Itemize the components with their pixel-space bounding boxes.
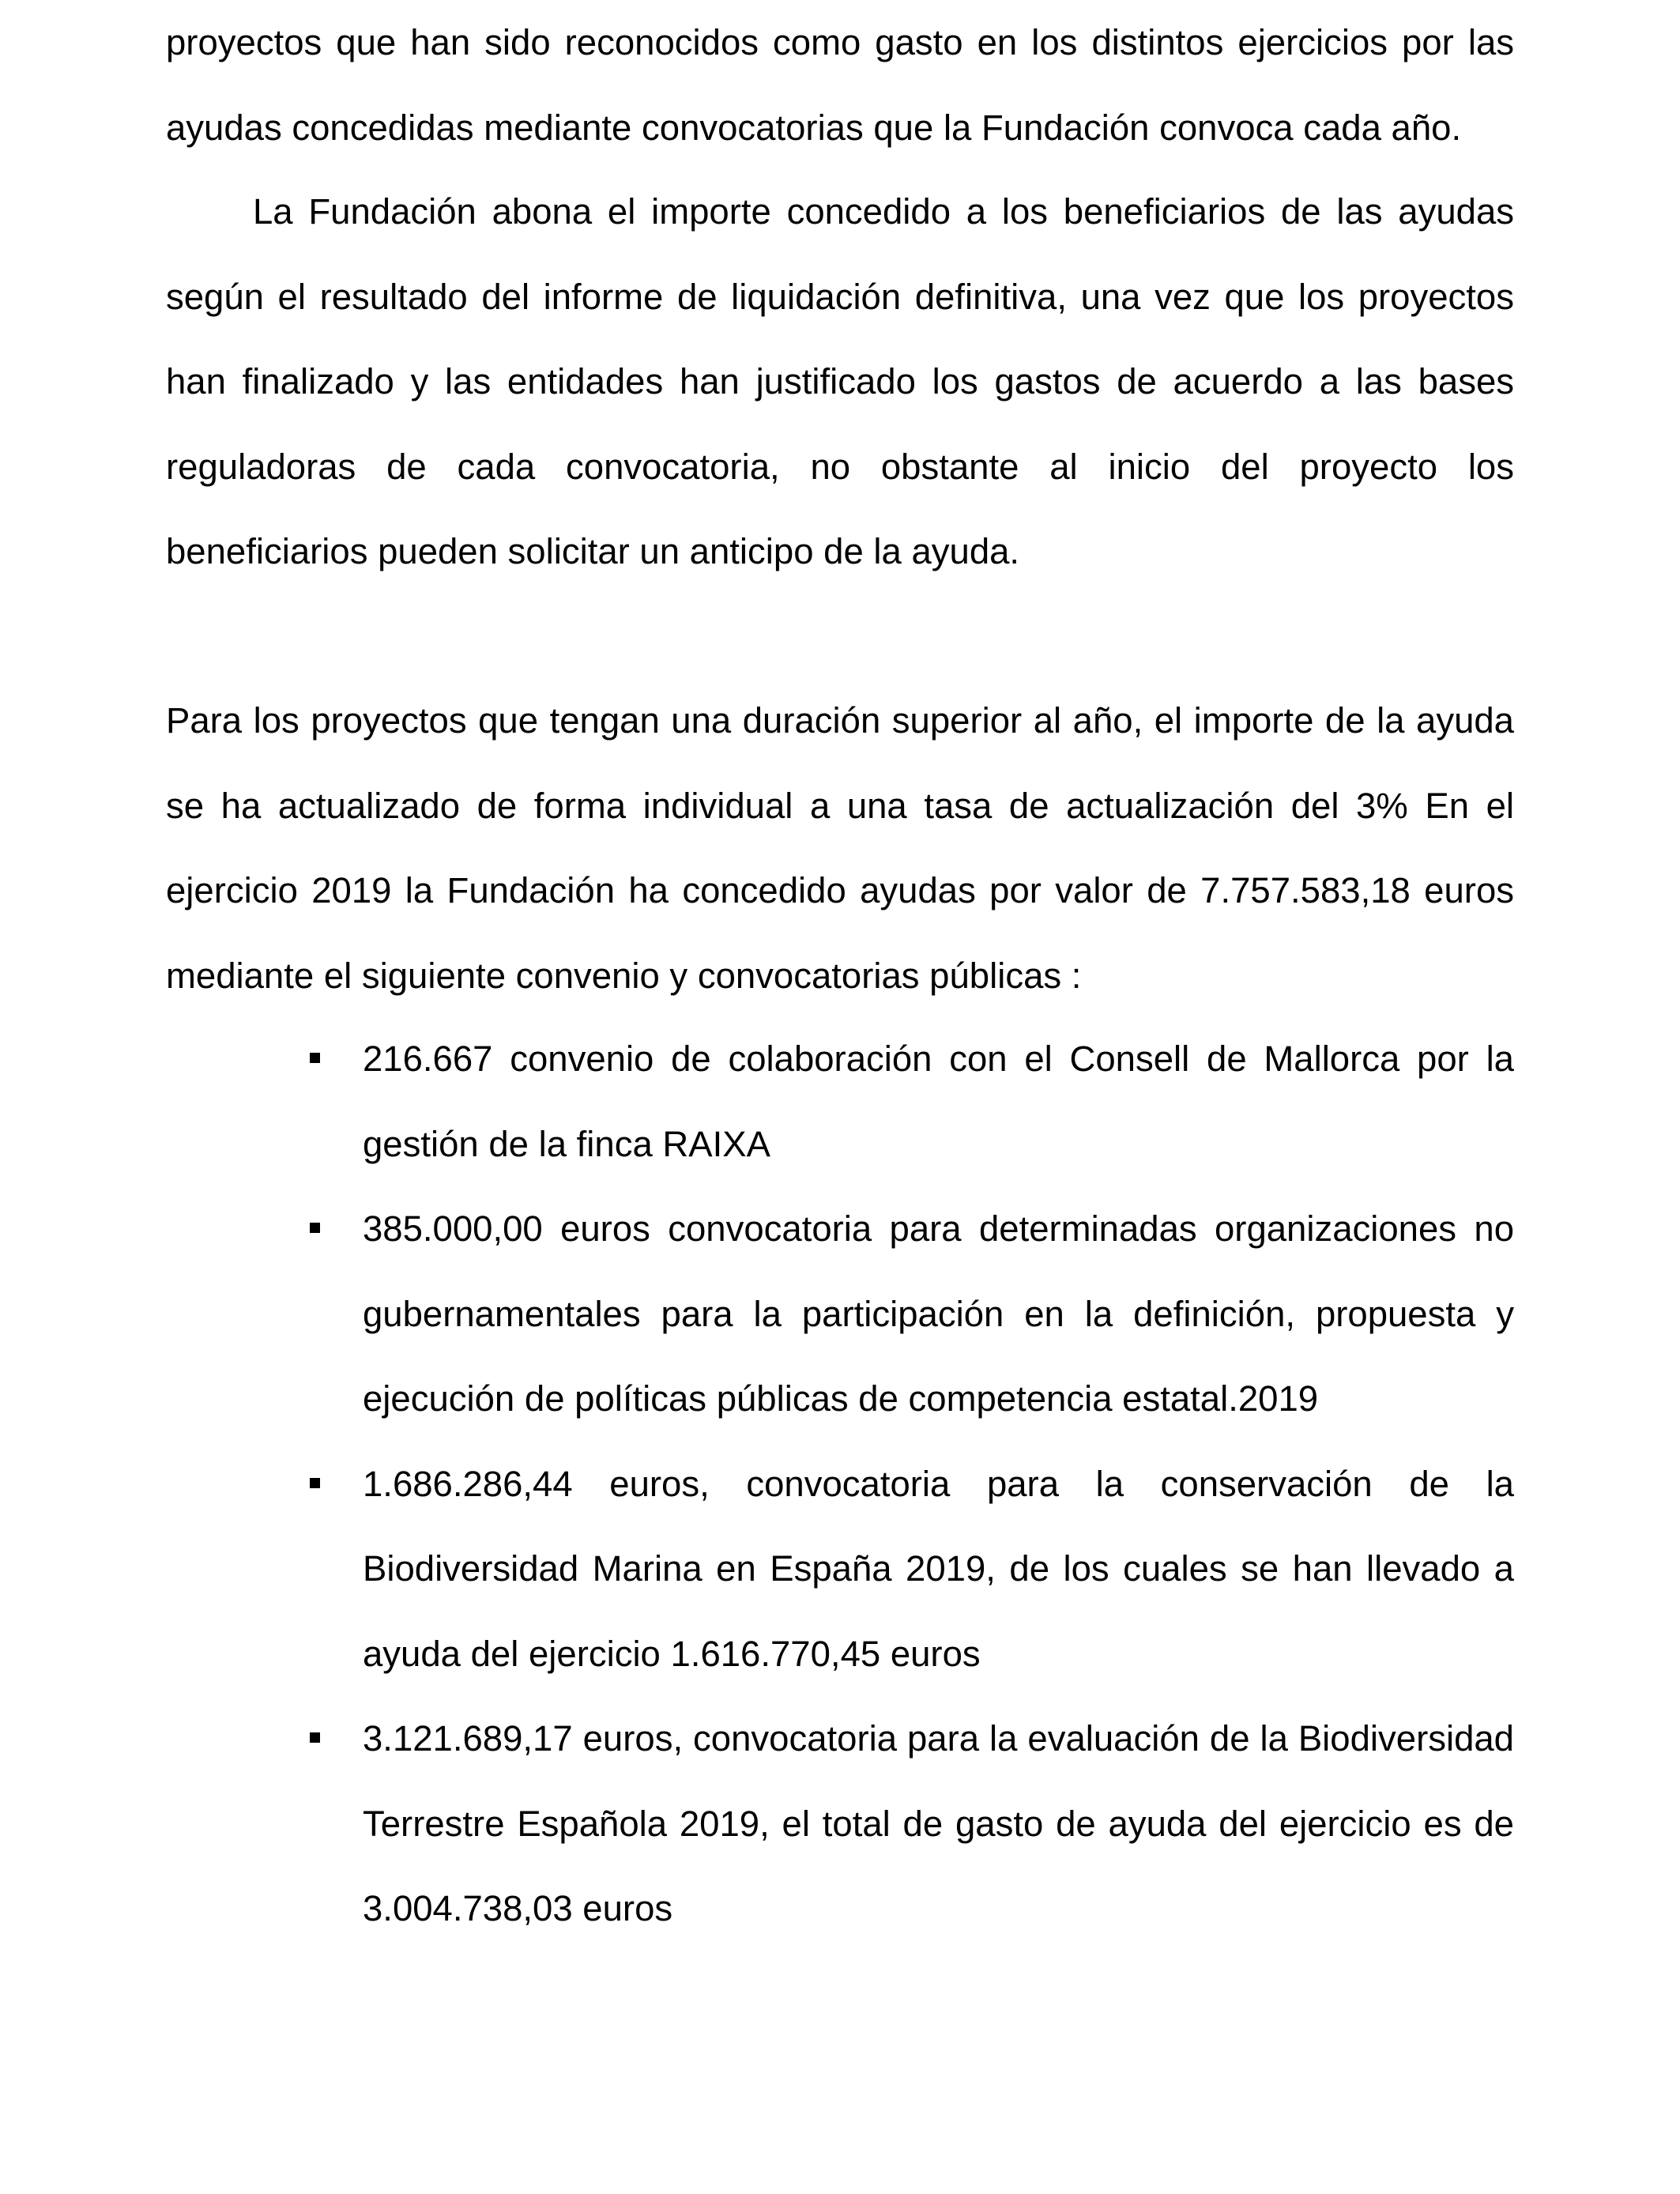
list-item-text: 1.686.286,44 euros, convocatoria para la conservación de la Biodiversidad Marina en España 2019, de los cuales se han llevado a ayuda del ejercicio 1.616.770,45 euros <box>363 1463 1514 1674</box>
square-bullet-icon <box>310 1732 320 1743</box>
paragraph-continuation: proyectos que han sido reconocidos como gasto en los distintos ejercicios por las ayudas concedidas mediante convocatorias que la Fundación convoca cada año. <box>166 22 1514 148</box>
list-item <box>166 1016 1514 1186</box>
list-item-text: 216.667 convenio de colaboración con el Consell de Mallorca por la gestión de la finca RAIXA <box>363 1039 1514 1164</box>
square-bullet-icon <box>310 1053 320 1063</box>
square-bullet-icon <box>310 1223 320 1233</box>
grants-bullet-list <box>166 1016 1514 1951</box>
list-item-text: 385.000,00 euros convocatoria para determinadas organizaciones no gubernamentales para la participación en la definición, propuesta y ejecución de políticas públicas de competencia estatal.2019 <box>363 1208 1514 1419</box>
list-item <box>166 1696 1514 1951</box>
list-item <box>166 1442 1514 1697</box>
paragraph-payment: La Fundación abona el importe concedido a los beneficiarios de las ayudas según el resultado del informe de liquidación definitiva, una vez que los proyectos han finalizado y las entidades han justificado los gastos de acuerdo a las bases reguladoras de cada convocatoria, no obstante al inicio del proyecto los beneficiarios pueden solicitar un anticipo de la ayuda. <box>166 191 1514 571</box>
list-item-text: 3.121.689,17 euros, convocatoria para la evaluación de la Biodiversidad Terrestre Española 2019, el total de gasto de ayuda del ejercicio es de 3.004.738,03 euros <box>363 1718 1514 1928</box>
paragraph-grants-summary: Para los proyectos que tengan una duración superior al año, el importe de la ayuda se ha actualizado de forma individual a una tasa de actualización del 3% En el ejercicio 2019 la Fundación ha concedido ayudas por valor de 7.757.583,18 euros mediante el siguiente convenio y convocatorias públicas : <box>166 700 1514 996</box>
list-item <box>166 1186 1514 1442</box>
square-bullet-icon <box>310 1478 320 1488</box>
